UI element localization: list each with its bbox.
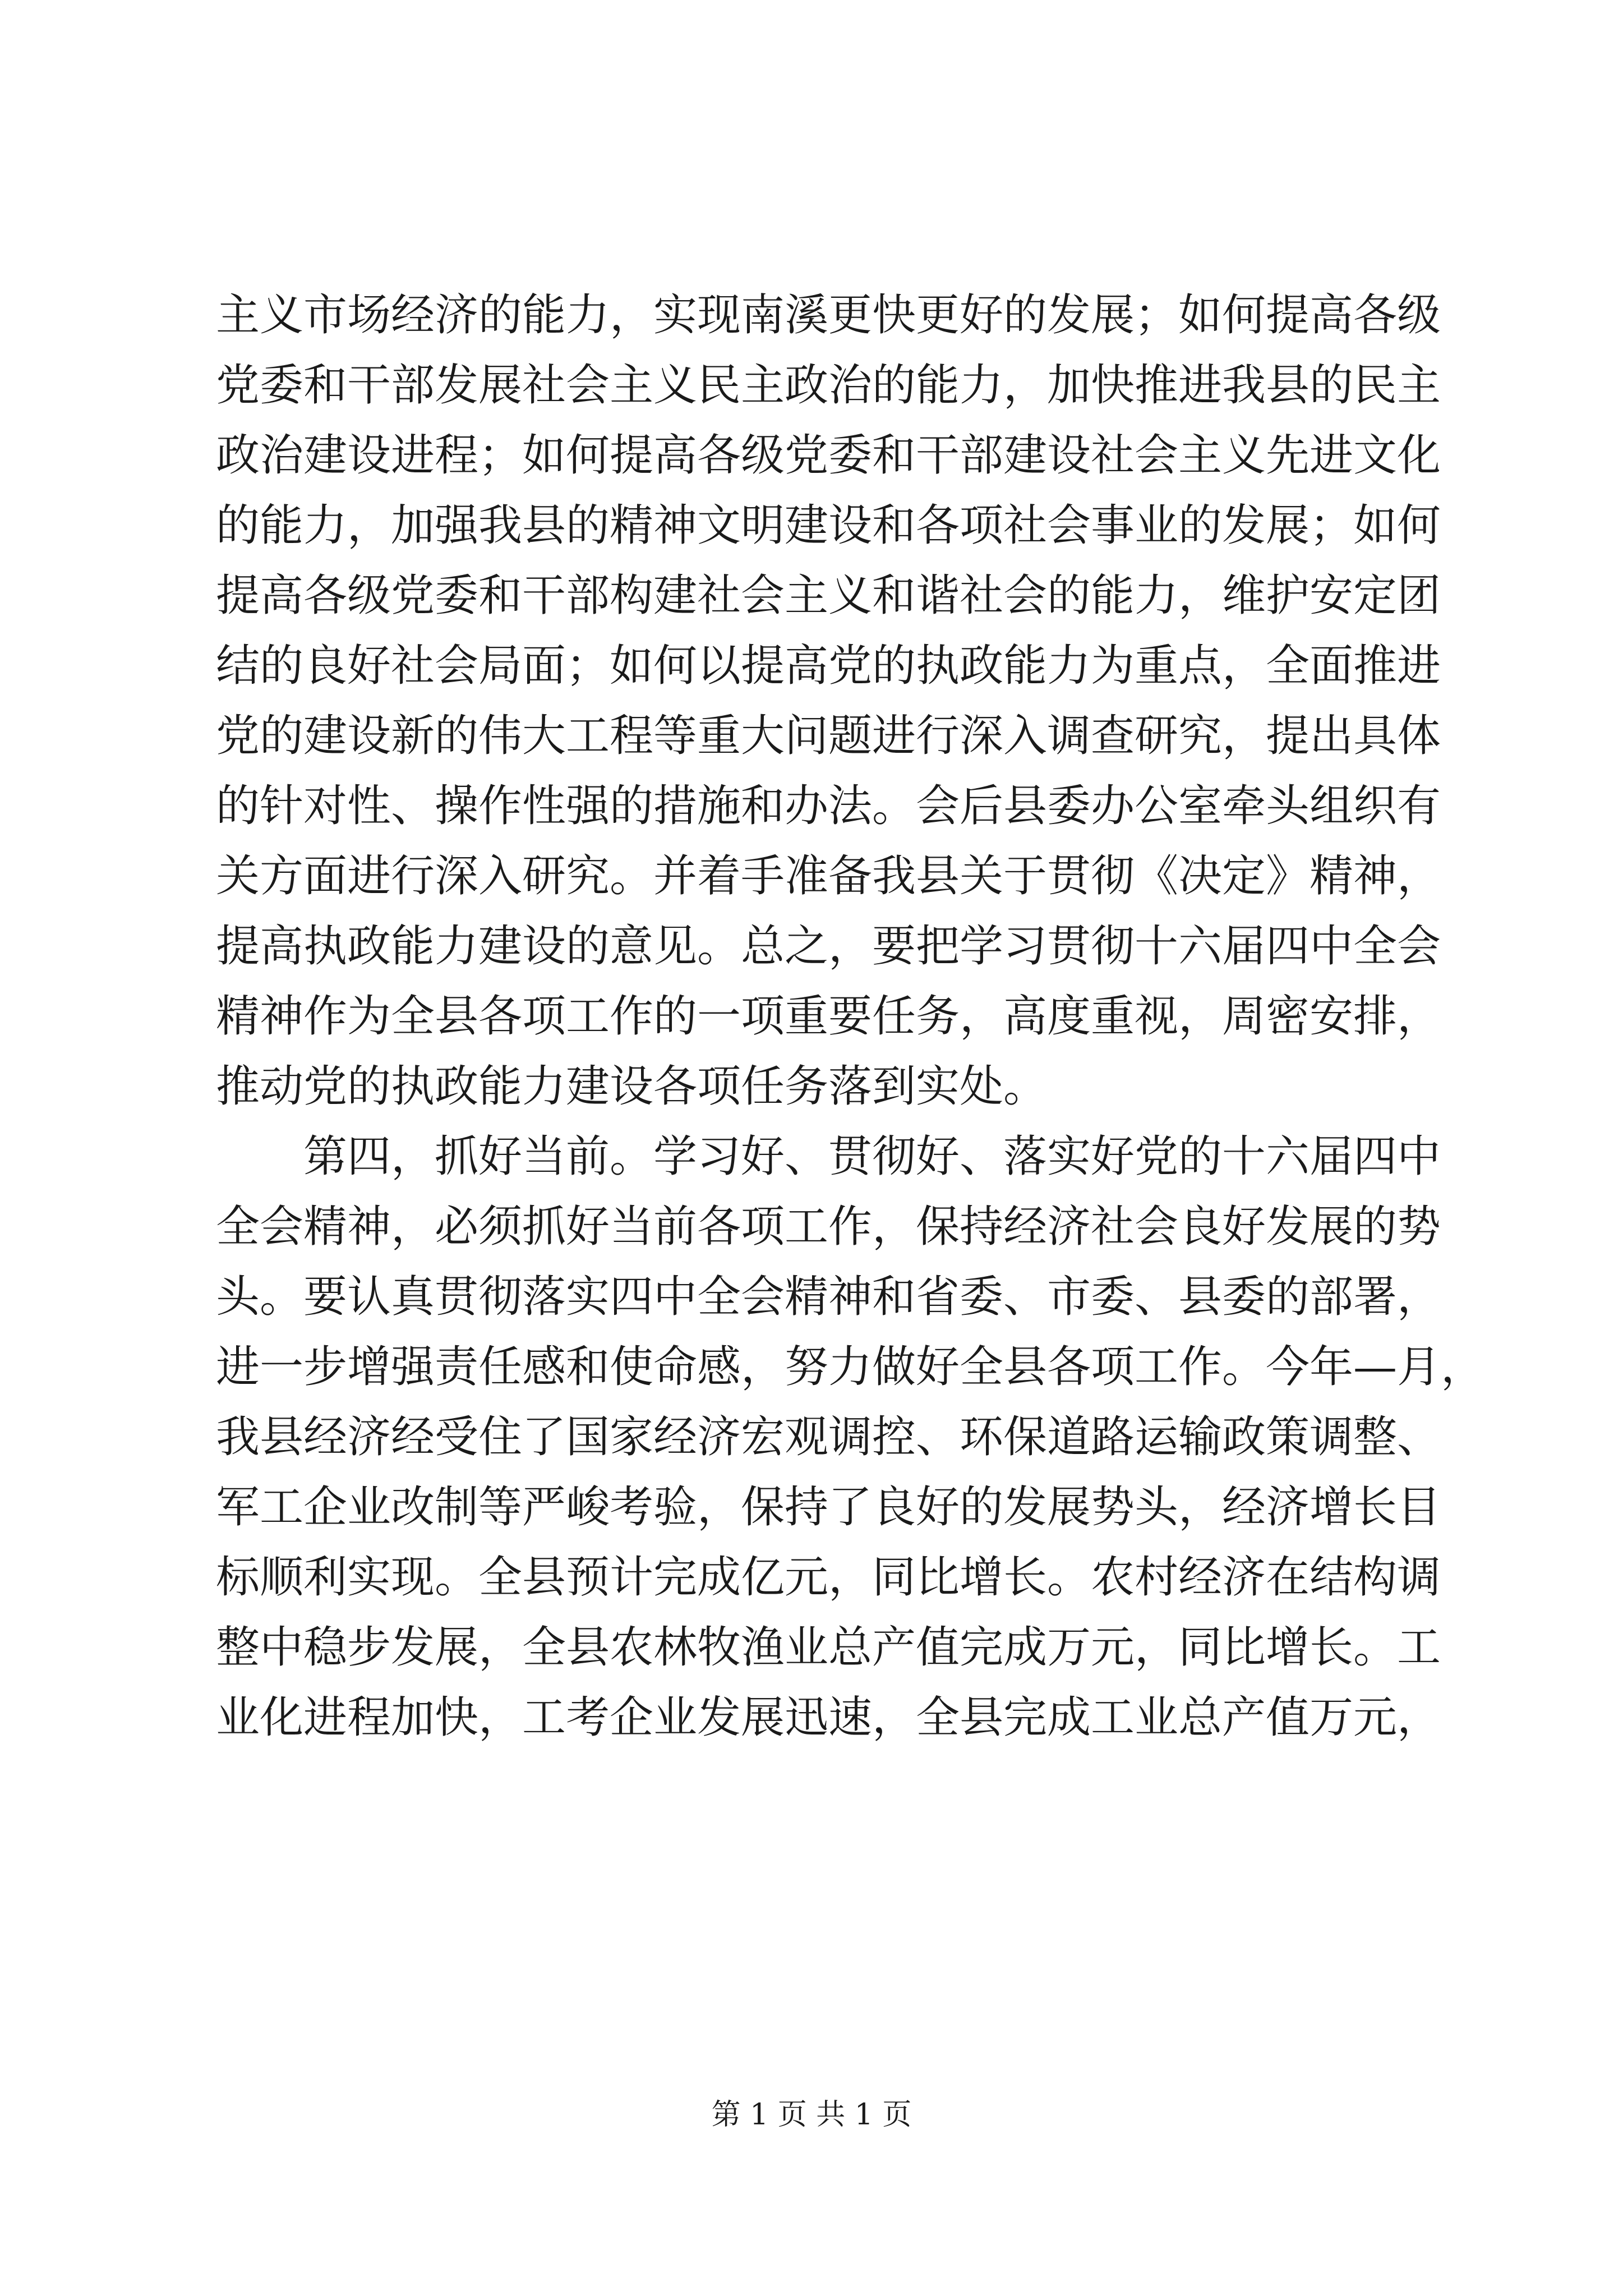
paragraph-line: 党委和干部发展社会主义民主政治的能力，加快推进我县的民主 [216, 360, 1441, 411]
paragraph-line: 我县经济经受住了国家经济宏观调控、环保道路运输政策调整、 [216, 1412, 1441, 1462]
paragraph-line: 关方面进行深入研究。并着手准备我县关于贯彻《决定》精神， [216, 851, 1441, 901]
paragraph-line: 的针对性、操作性强的措施和办法。会后县委办公室牵头组织有 [216, 781, 1441, 831]
paragraph-line: 主义市场经济的能力，实现南溪更快更好的发展；如何提高各级 [216, 290, 1441, 341]
paragraph-line: 推动党的执政能力建设各项任务落到实处。 [216, 1061, 1048, 1112]
document-body [216, 280, 1485, 1753]
paragraph-line: 军工企业改制等严峻考验，保持了良好的发展势头，经济增长目 [216, 1482, 1441, 1533]
paragraph-line: 整中稳步发展，全县农林牧渔业总产值完成万元，同比增长。工 [216, 1622, 1441, 1673]
paragraph-line: 提高各级党委和干部构建社会主义和谐社会的能力，维护安定团 [216, 570, 1441, 621]
page-number-label: 第 1 页 共 1 页 [711, 2098, 912, 2132]
paragraph-line: 标顺利实现。全县预计完成亿元，同比增长。农村经济在结构调 [216, 1552, 1441, 1603]
paragraph-line: 第四，抓好当前。学习好、贯彻好、落实好党的十六届四中 [303, 1131, 1441, 1182]
paragraph-line: 结的良好社会局面；如何以提高党的执政能力为重点，全面推进 [216, 641, 1441, 691]
paragraph-line: 政治建设进程；如何提高各级党委和干部建设社会主义先进文化 [216, 430, 1441, 481]
page-footer [0, 2095, 1623, 2134]
paragraph-line: 的能力，加强我县的精神文明建设和各项社会事业的发展；如何 [216, 500, 1441, 551]
paragraph-line: 业化进程加快，工考企业发展迅速，全县完成工业总产值万元， [216, 1692, 1441, 1743]
paragraph-line: 精神作为全县各项工作的一项重要任务，高度重视，周密安排， [216, 991, 1441, 1042]
paragraph-line: 头。要认真贯彻落实四中全会精神和省委、市委、县委的部署， [216, 1272, 1441, 1322]
paragraph-line: 全会精神，必须抓好当前各项工作，保持经济社会良好发展的势 [216, 1202, 1441, 1252]
paragraph-line: 进一步增强责任感和使命感，努力做好全县各项工作。今年—月， [216, 1342, 1485, 1392]
paragraph-line: 提高执政能力建设的意见。总之，要把学习贯彻十六届四中全会 [216, 921, 1441, 972]
paragraph-line: 党的建设新的伟大工程等重大问题进行深入调查研究，提出具体 [216, 711, 1441, 761]
